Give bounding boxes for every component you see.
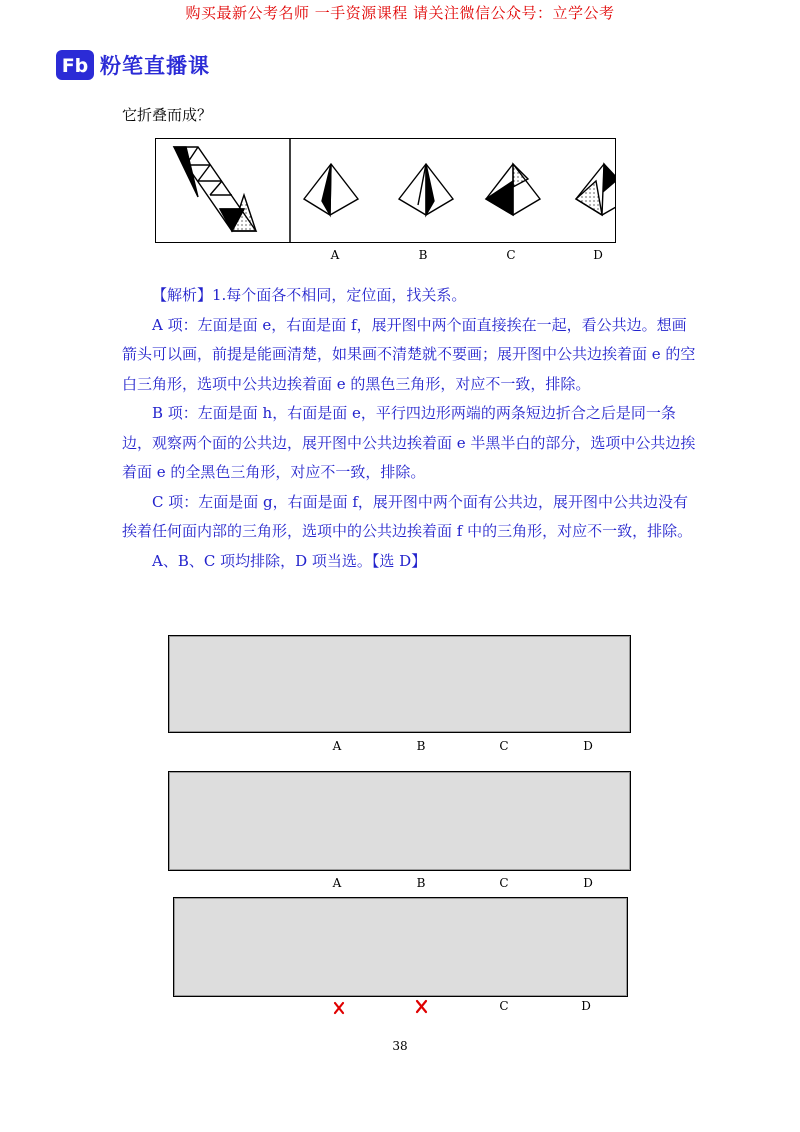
analysis-text [122,281,698,576]
fig2-label-c: C [499,876,509,890]
fig1-label-b: B [416,739,426,753]
net-diagram [174,147,256,231]
page-number: 38 [392,1039,408,1053]
top-banner: 购买最新公考名师 一手资源课程 请关注微信公众号：立学公考 [185,4,615,22]
cross-mark-icon [415,999,428,1014]
annotated-figure-2 [168,771,631,871]
fig1-label-a: A [332,739,342,753]
question-text: 它折叠而成？ [122,106,213,124]
option-d-pyramid [576,164,615,215]
option-c-pyramid [486,164,540,215]
analysis-intro: 【解析】1.每个面各不相同，定位面，找关系。 [152,286,467,304]
question-figure-drawing [156,139,615,242]
fig2-label-d: D [583,876,593,890]
fig2-label-a: A [332,876,342,890]
option-a-pyramid [304,164,358,215]
fig1-label-c: C [499,739,509,753]
fig1-label-d: D [583,739,593,753]
brand-name: 粉笔直播课 [100,54,210,78]
svg-text:Fb: Fb [61,55,89,77]
fenbi-logo-icon [56,50,94,80]
analysis-option-a: A 项：左面是面 e，右面是面 f，展开图中两个面直接挨在一起，看公共边。想画箭头可以画，前提是能画清楚，如果画不清楚就不要画；展开图中公共边挨着面 e 的空白三角形，选项中公共边挨着面 e 的黑色三角形，对应不一致，排除。 [122,315,696,393]
analysis-conclusion: A、B、C 项均排除，D 项当选。【选 D】 [152,551,427,570]
option-b-pyramid [399,164,453,215]
question-figure [155,138,616,243]
option-label-d: D [593,248,603,262]
annotated-figure-1 [168,635,631,733]
brand-header [56,50,210,80]
annotated-figure-3 [173,897,628,997]
figure-image-3 [174,898,627,996]
fig3-label-d: D [581,999,591,1013]
option-label-b: B [418,248,428,262]
cross-mark-icon [333,1001,345,1015]
analysis-option-b: B 项：左面是面 h，右面是面 e，平行四边形两端的两条短边折合之后是同一条边，观察两个面的公共边，展开图中公共边挨着面 e 半黑半白的部分，选项中公共边挨着面 e 的全黑色三角形，对应不一致，排除。 [122,404,696,481]
fig3-label-c: C [499,999,509,1013]
figure-image-1 [169,636,630,732]
analysis-option-c: C 项：左面是面 g，右面是面 f，展开图中两个面有公共边，展开图中公共边没有挨着任何面内部的三角形，选项中的公共边挨着面 f 中的三角形，对应不一致，排除。 [122,492,693,540]
figure-image-2 [169,772,630,870]
fig2-label-b: B [416,876,426,890]
option-label-c: C [506,248,516,262]
option-label-a: A [330,248,340,262]
